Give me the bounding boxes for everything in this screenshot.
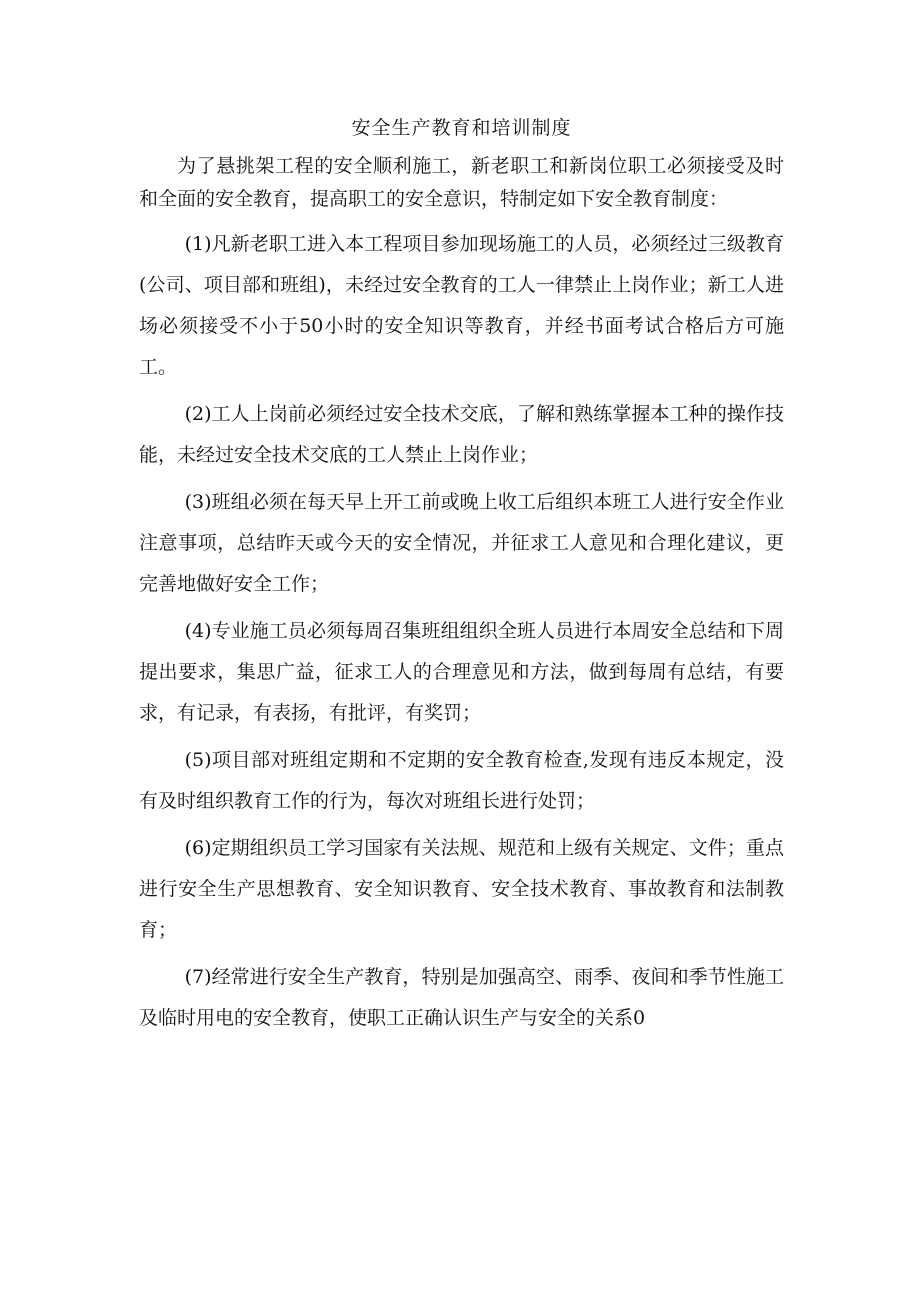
rule-item-3: (3)班组必须在每天早上开工前或晚上收工后组织本班工人进行安全作业注意事项，总结昨天或今天的安全情况，并征求工人意见和合理化建议，更完善地做好安全工作； [139,491,784,595]
rule-item-2: (2)工人上岗前必须经过安全技术交底，了解和熟练掌握本工种的操作技能，未经过安全技术交底的工人禁止上岗作业； [139,403,784,466]
rule-item-7: (7)经常进行安全生产教育，特别是加强高空、雨季、夜间和季节性施工及临时用电的安全教育，使职工正确认识生产与安全的关系0 [139,966,784,1029]
rule-item-1: (1)凡新老职工进入本工程项目参加现场施工的人员，必须经过三级教育(公司、项目部和班组)，未经过安全教育的工人一律禁止上岗作业；新工人进场必须接受不小于50小时的安全知识等教育，并经书面考试合格后方可施工。 [139,233,784,378]
document-page [139,108,784,1045]
rule-item-6: (6)定期组织员工学习国家有关法规、规范和上级有关规定、文件；重点进行安全生产思想教育、安全知识教育、安全技术教育、事故教育和法制教育； [139,837,784,941]
document-title: 安全生产教育和培训制度 [351,117,572,139]
rule-item-5: (5)项目部对班组定期和不定期的安全教育检查,发现有违反本规定，没有及时组织教育工作的行为，每次对班组长进行处罚； [139,749,784,812]
rule-item-4: (4)专业施工员必须每周召集班组组织全班人员进行本周安全总结和下周提出要求，集思广益，征求工人的合理意见和方法，做到每周有总结，有要求，有记录，有表扬，有批评，有奖罚； [139,620,784,724]
intro-paragraph: 为了悬挑架工程的安全顺利施工，新老职工和新岗位职工必须接受及时和全面的安全教育，提高职工的安全意识，特制定如下安全教育制度： [139,155,784,210]
